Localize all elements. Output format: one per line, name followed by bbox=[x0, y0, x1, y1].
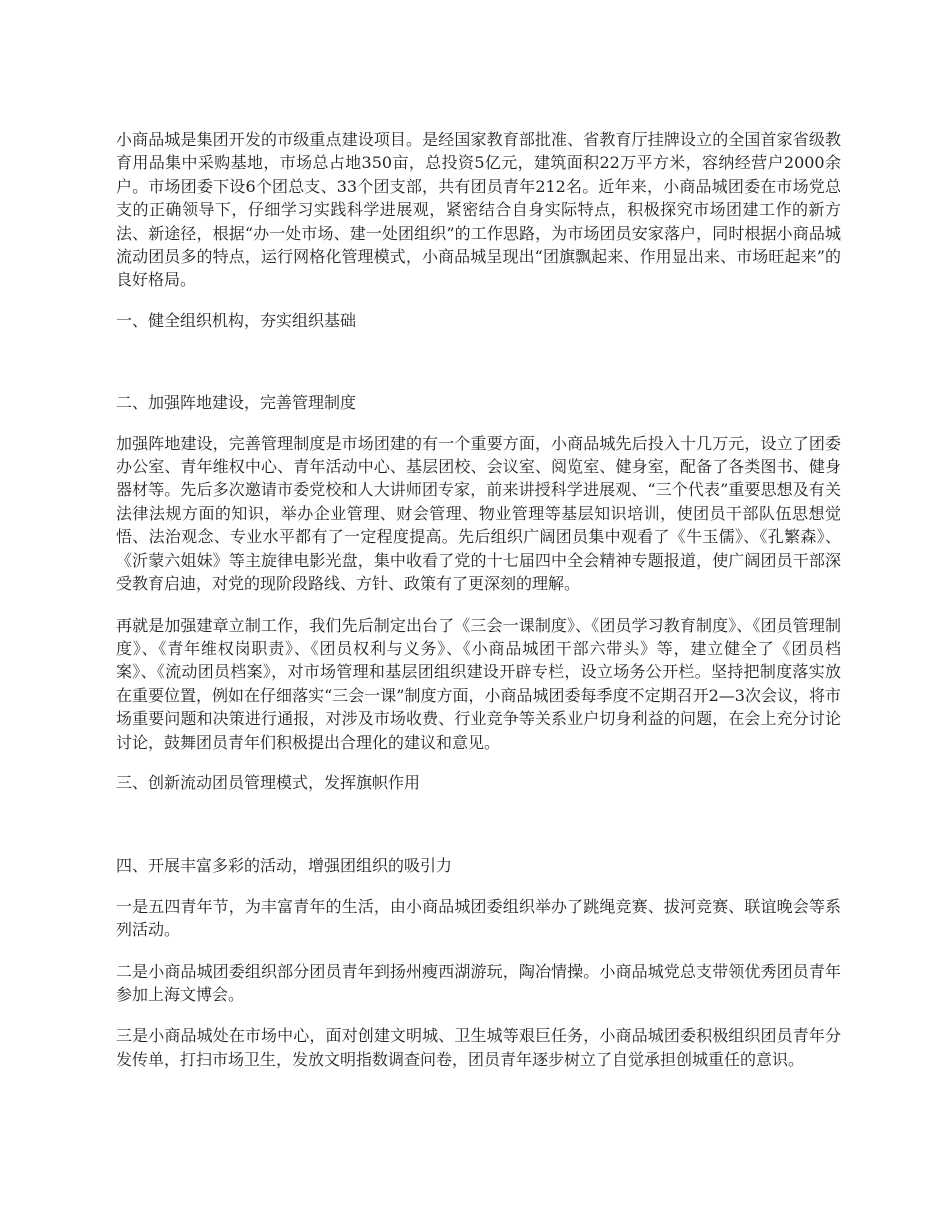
section-2-paragraph-2: 再就是加强建章立制工作，我们先后制定出台了《三会一课制度》、《团员学习教育制度》、《团员管理制度》、《青年维权岗职责》、《团员权利与义务》、《小商品城团干部六带头》等，建立健全了《团员档案》、《流动团员档案》，对市场管理和基层团组织建设开辟专栏，设立场务公开栏。坚持把制度落实放在重要位置，例如在仔细落实“三会一课”制度方面，小商品城团委每季度不定期召开2—3次会议，将市场重要问题和决策进行通报，对涉及市场收费、行业竞争等关系业户切身利益的问题，在会上充分讨论讨论，鼓舞团员青年们积极提出合理化的建议和意见。 bbox=[116, 615, 841, 752]
activity-item-2: 二是小商品城团委组织部分团员青年到扬州瘦西湖游玩，陶冶情操。小商品城党总支带领优秀团员青年参加上海文博会。 bbox=[116, 961, 841, 1004]
section-heading-3: 三、创新流动团员管理模式，发挥旗帜作用 bbox=[116, 772, 421, 792]
activity-item-1: 一是五四青年节，为丰富青年的生活，由小商品城团委组织举办了跳绳竞赛、拔河竞赛、联谊晚会等系列活动。 bbox=[116, 896, 841, 940]
intro-paragraph: 小商品城是集团开发的市级重点建设项目。是经国家教育部批准、省教育厅挂牌设立的全国首家省级教育用品集中采购基地，市场总占地350亩，总投资5亿元，建筑面积22万平方米，容纳经营户2000余户。市场团委下设6个团总支、33个团支部，共有团员青年212名。近年来，小商品城团委在市场党总支的正确领导下，仔细学习实践科学进展观，紧密结合自身实际特点，积极探究市场团建工作的新方法、新途径，根据“办一处市场、建一处团组织”的工作思路，为市场团员安家落户，同时根据小商品城流动团员多的特点，运行网格化管理模式，小商品城呈现出“团旗飘起来、作用显出来、市场旺起来”的良好格局。 bbox=[116, 130, 841, 290]
section-2-paragraph-1: 加强阵地建设，完善管理制度是市场团建的有一个重要方面，小商品城先后投入十几万元，设立了团委办公室、青年维权中心、青年活动中心、基层团校、会议室、阅览室、健身室，配备了各类图书、健身器材等。先后多次邀请市委党校和人大讲师团专家，前来讲授科学进展观、“三个代表”重要思想及有关法律法规方面的知识，举办企业管理、财会管理、物业管理等基层知识培训，使团员干部队伍思想觉悟、法治观念、专业水平都有了一定程度提高。先后组织广阔团员集中观看了《牛玉儒》、《孔繁森》、《沂蒙六姐妹》等主旋律电影光盘，集中收看了党的十七届四中全会精神专题报道，使广阔团员干部深受教育启迪，对党的现阶段路线、方针、政策有了更深刻的理解。 bbox=[116, 433, 841, 594]
document-body bbox=[116, 128, 841, 1071]
section-heading-1: 一、健全组织机构，夯实组织基础 bbox=[116, 310, 357, 330]
section-heading-4: 四、开展丰富多彩的活动，增强团组织的吸引力 bbox=[116, 856, 453, 876]
section-heading-2: 二、加强阵地建设，完善管理制度 bbox=[116, 393, 357, 413]
activity-item-3: 三是小商品城处在市场中心，面对创建文明城、卫生城等艰巨任务，小商品城团委积极组织团员青年分发传单，打扫市场卫生，发放文明指数调查问卷，团员青年逐步树立了自觉承担创城重任的意识。 bbox=[116, 1026, 841, 1069]
